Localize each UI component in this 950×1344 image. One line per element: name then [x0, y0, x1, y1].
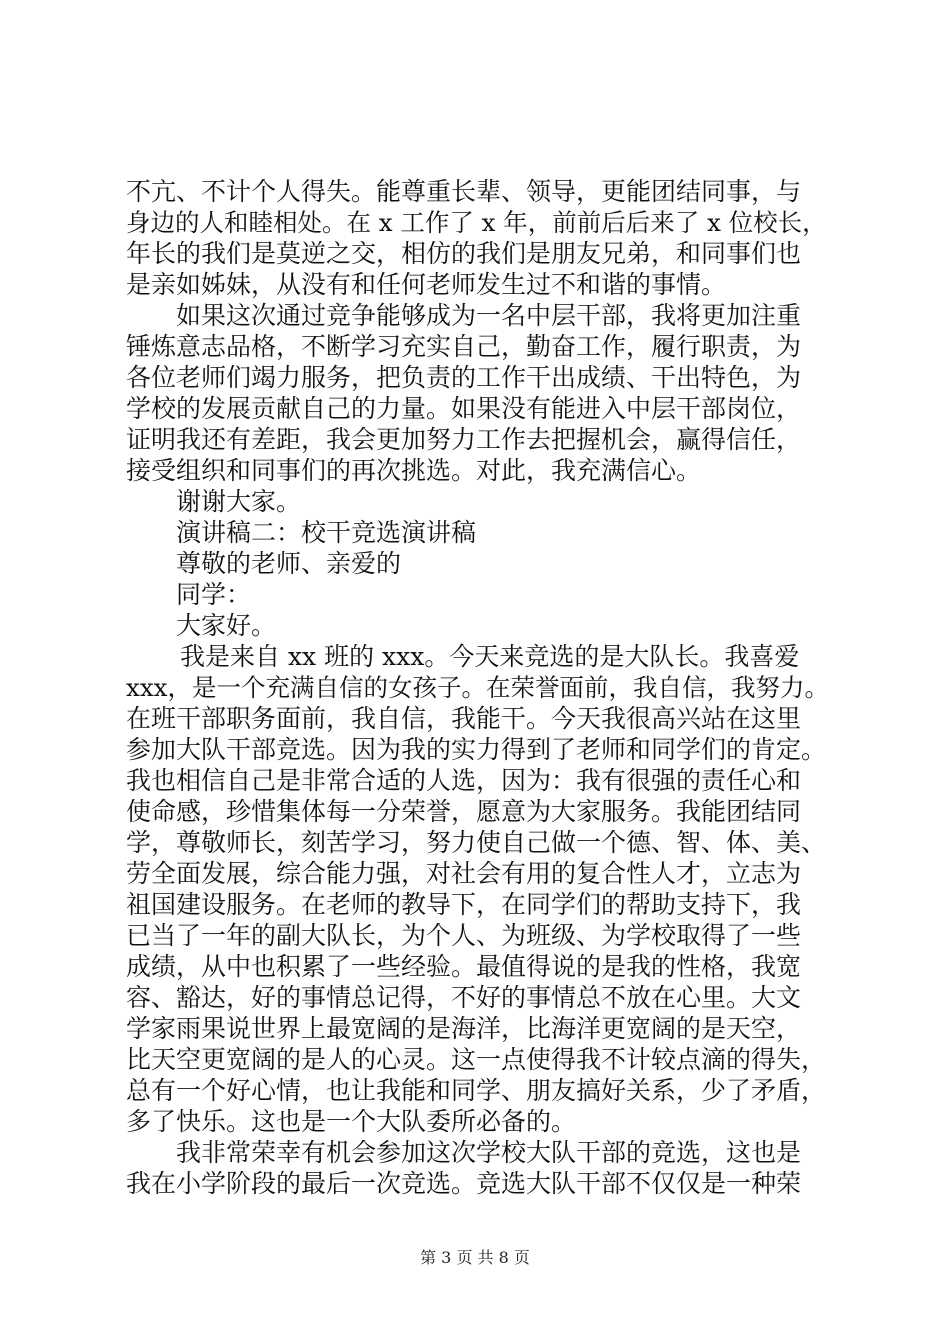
text-line: 学家雨果说世界上最宽阔的是海洋，比海洋更宽阔的是天空， — [126, 1014, 802, 1043]
text-line: 证明我还有差距，我会更加努力工作去把握机会，赢得信任， — [126, 425, 802, 454]
text-line: 容、豁达，好的事情总记得，不好的事情总不放在心里。大文 — [126, 983, 802, 1012]
text-line: 大家好。 — [176, 611, 277, 640]
text-line: 学校的发展贡献自己的力量。如果没有能进入中层干部岗位， — [126, 394, 802, 423]
text-line: 我非常荣幸有机会参加这次学校大队干部的竞选，这也是 — [176, 1138, 802, 1167]
text-line: 身边的人和睦相处。在 x 工作了 x 年，前前后后来了 x 位校长， — [126, 208, 827, 237]
text-line: 是亲如姊妹，从没有和任何老师发生过不和谐的事情。 — [126, 270, 727, 299]
text-line: 接受组织和同事们的再次挑选。对此，我充满信心。 — [126, 456, 702, 485]
text-line: 谢谢大家。 — [176, 487, 302, 516]
text-line: 演讲稿二：校干竞选演讲稿 — [176, 518, 477, 547]
text-line: 各位老师们竭力服务，把负责的工作干出成绩、干出特色，为 — [126, 363, 802, 392]
text-line: 如果这次通过竞争能够成为一名中层干部，我将更加注重 — [176, 301, 802, 330]
text-line: 不亢、不计个人得失。能尊重长辈、领导，更能团结同事，与 — [126, 177, 802, 206]
text-line: 已当了一年的副大队长，为个人、为班级、为学校取得了一些 — [126, 921, 802, 950]
text-line: 我在小学阶段的最后一次竞选。竞选大队干部不仅仅是一种荣 — [126, 1169, 802, 1198]
text-line: 成绩，从中也积累了一些经验。最值得说的是我的性格，我宽 — [126, 952, 802, 981]
text-line: 锤炼意志品格，不断学习充实自己，勤奋工作，履行职责，为 — [126, 332, 802, 361]
document-body — [126, 176, 832, 1199]
text-line: 我也相信自己是非常合适的人选，因为：我有很强的责任心和 — [126, 766, 802, 795]
text-line: 使命感，珍惜集体每一分荣誉，愿意为大家服务。我能团结同 — [126, 797, 802, 826]
text-line: 多了快乐。这也是一个大队委所必备的。 — [126, 1107, 577, 1136]
page-footer: 第 3 页 共 8 页 — [420, 1248, 530, 1267]
text-line: 同学： — [176, 580, 252, 609]
text-line: 学，尊敬师长，刻苦学习，努力使自己做一个德、智、体、美、 — [126, 828, 827, 857]
text-line: 劳全面发展，综合能力强，对社会有用的复合性人才，立志为 — [126, 859, 802, 888]
text-line: 年长的我们是莫逆之交，相仿的我们是朋友兄弟，和同事们也 — [126, 239, 802, 268]
text-line: 祖国建设服务。在老师的教导下，在同学们的帮助支持下，我 — [126, 890, 802, 919]
text-line: 在班干部职务面前，我自信，我能干。今天我很高兴站在这里 — [126, 704, 802, 733]
text-line: 比天空更宽阔的是人的心灵。这一点使得我不计较点滴的得失， — [126, 1045, 827, 1074]
text-line: 我是来自 xx 班的 xxx。今天来竞选的是大队长。我喜爱 — [180, 642, 800, 671]
text-line: 参加大队干部竞选。因为我的实力得到了老师和同学们的肯定。 — [126, 735, 827, 764]
text-line: xxx，是一个充满自信的女孩子。在荣誉面前，我自信，我努力。 — [126, 673, 829, 702]
text-line: 总有一个好心情，也让我能和同学、朋友搞好关系，少了矛盾， — [126, 1076, 827, 1105]
text-line: 尊敬的老师、亲爱的 — [176, 549, 402, 578]
